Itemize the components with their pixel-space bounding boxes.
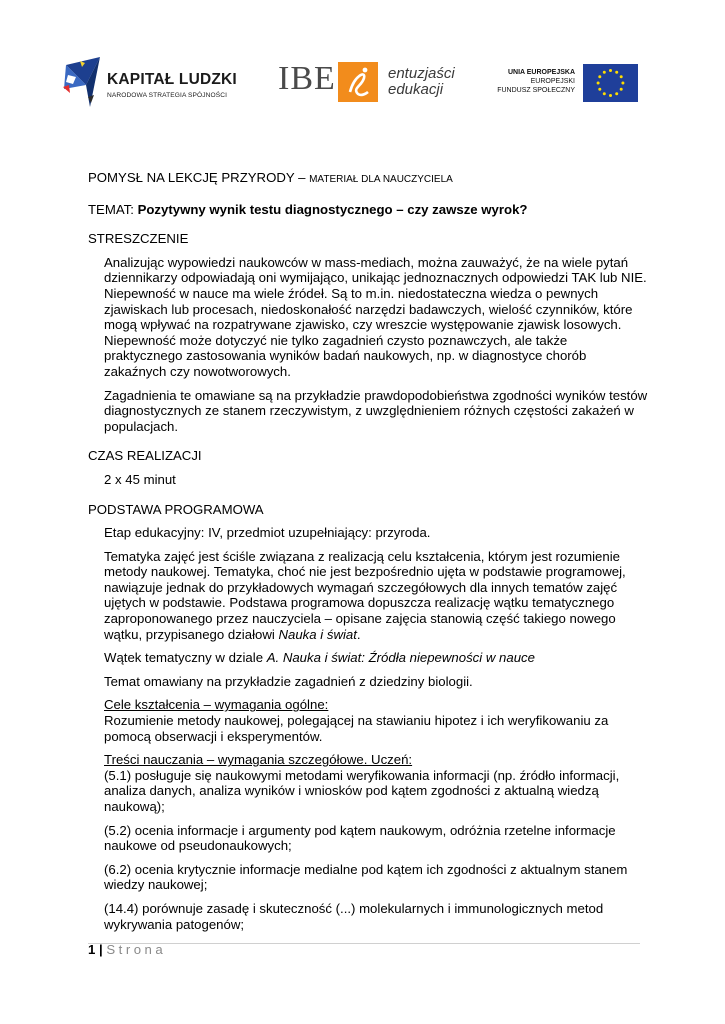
tematyka-italic: Nauka i świat [278, 626, 357, 642]
cele-heading: Cele kształcenia – wymagania ogólne: [104, 697, 329, 713]
watek-italic: A. Nauka i świat: Źródła niepewności w nauce [266, 650, 535, 666]
doc-title-main: POMYSŁ NA LEKCJĘ PRZYRODY [88, 170, 295, 185]
ue-line-3: FUNDUSZ SPOŁECZNY [497, 87, 575, 94]
edukacji-line: edukacji [388, 81, 444, 98]
ue-line-1: UNIA EUROPEJSKA [507, 69, 575, 76]
watek-paragraph [104, 650, 648, 666]
requirement-item: (5.2) ocenia informacje i argumenty pod kątem naukowym, odróżnia rzetelne informacje naukowe od pseudonaukowych; [104, 822, 616, 854]
ibe-logo-text: IBE [278, 60, 336, 97]
page-number: 1 [88, 942, 96, 957]
kapital-ludzki-logo [60, 55, 250, 113]
kapital-ludzki-title: KAPITAŁ LUDZKI [107, 71, 237, 88]
podstawa-heading: PODSTAWA PROGRAMOWA [88, 501, 264, 517]
header-logos [0, 52, 725, 116]
temat-text: Pozytywny wynik testu diagnostycznego – czy zawsze wyrok? [137, 201, 528, 217]
streszczenie-heading: STRESZCZENIE [88, 231, 189, 247]
footer-divider [88, 943, 640, 944]
czas-value: 2 x 45 minut [104, 471, 176, 487]
document-body [88, 170, 648, 940]
requirement-item: (6.2) ocenia krytycznie informacje medialne pod kątem ich zgodności z aktualnym stanem wiedzy naukowej; [104, 861, 628, 893]
footer-separator: | [95, 942, 107, 957]
tematyka-paragraph [104, 549, 648, 643]
ue-text [489, 68, 575, 95]
streszczenie-paragraph-1: Analizując wypowiedzi naukowców w mass-mediach, można zauważyć, że na wiele pytań dziennikarzy odpowiadają oni wymijająco, unikając jednoznacznych odpowiedzi TAK lub NIE. Niepewność w nauce ma wiele źródeł. Są to m.in. niedostateczna wiedza o pewnych zjawiskach lub procesach, niedoskonałość narzędzi badawczych, wielość czynników, które mogą wpływać na rozpatrywane zjawisko, czy wreszcie występowanie zjawisk losowych. Niepewność może dotyczyć nie tylko zagadnień czysto poznawczych, ale także praktycznego zastosowania wyników badań naukowych, np. w diagnostyce chorób zakaźnych czy nowotworowych. [104, 254, 647, 379]
requirement-item: (5.1) posługuje się naukowymi metodami weryfikowania informacji (np. źródło informacji, analiza danych, analiza wyników i wniosków pod kątem zgodności z aktualną wiedzą naukową); [104, 767, 620, 814]
doc-title-dash: – [294, 170, 310, 185]
tresci-heading: Treści nauczania – wymagania szczegółowe. Uczeń: [104, 752, 413, 768]
kapital-ludzki-subtitle: NARODOWA STRATEGIA SPÓJNOŚCI [107, 92, 228, 99]
entuzjasci-edukacji-text [388, 66, 455, 98]
requirement-item: (14.4) porównuje zasadę i skuteczność (...) molekularnych i immunologicznych metod wykrywania patogenów; [104, 900, 604, 932]
streszczenie-paragraph-2: Zagadnienia te omawiane są na przykładzie prawdopodobieństwa zgodności wyników testów diagnostycznych ze stanem rzeczywistym, z uwzględnieniem różnych częstości zakażeń w populacjach. [104, 387, 648, 434]
etap-text: Etap edukacyjny: IV, przedmiot uzupełniający: przyroda. [104, 525, 431, 541]
footer-strona: Strona [106, 942, 167, 957]
eu-flag-icon [583, 64, 638, 102]
temat-label: TEMAT: [88, 201, 138, 217]
temat-line [88, 202, 648, 218]
tematyka-end: . [356, 626, 361, 642]
czas-heading: CZAS REALIZACJI [88, 448, 202, 464]
tematyka-text: Tematyka zajęć jest ściśle związana z realizacją celu kształcenia, którym jest rozumienie metody naukowej. Tematyka, choć nie jest bezpośrednio ujęta w podstawie programowej, nawiązuje jednak do przykładowych wymagań szczegółowych dla innych tematów zajęć ujętych w podstawie. Podstawa programowa dopuszcza realizację wątku tematycznego zaproponowanego przez nauczyciela – opisane zajęcia stanowią część takiego nowego wątku, przypisanego działowi [104, 548, 626, 642]
kapital-ludzki-emblem-icon [60, 55, 104, 113]
cele-text: Rozumienie metody naukowej, polegającej na stawianiu hipotez i ich weryfikowaniu za pomocą obserwacji i eksperymentów. [104, 713, 609, 744]
temat-omawiany: Temat omawiany na przykładzie zagadnień z dziedziny biologii. [104, 673, 473, 689]
entuzjasci-emblem-icon [338, 62, 378, 102]
page-footer [88, 942, 166, 957]
watek-text: Wątek tematyczny w dziale [104, 650, 267, 666]
entuzjasci-line: entuzjaści [388, 65, 455, 82]
ue-line-2: EUROPEJSKI [530, 78, 575, 85]
doc-title [88, 170, 648, 188]
doc-title-small: MATERIAŁ DLA NAUCZYCIELA [309, 174, 453, 185]
